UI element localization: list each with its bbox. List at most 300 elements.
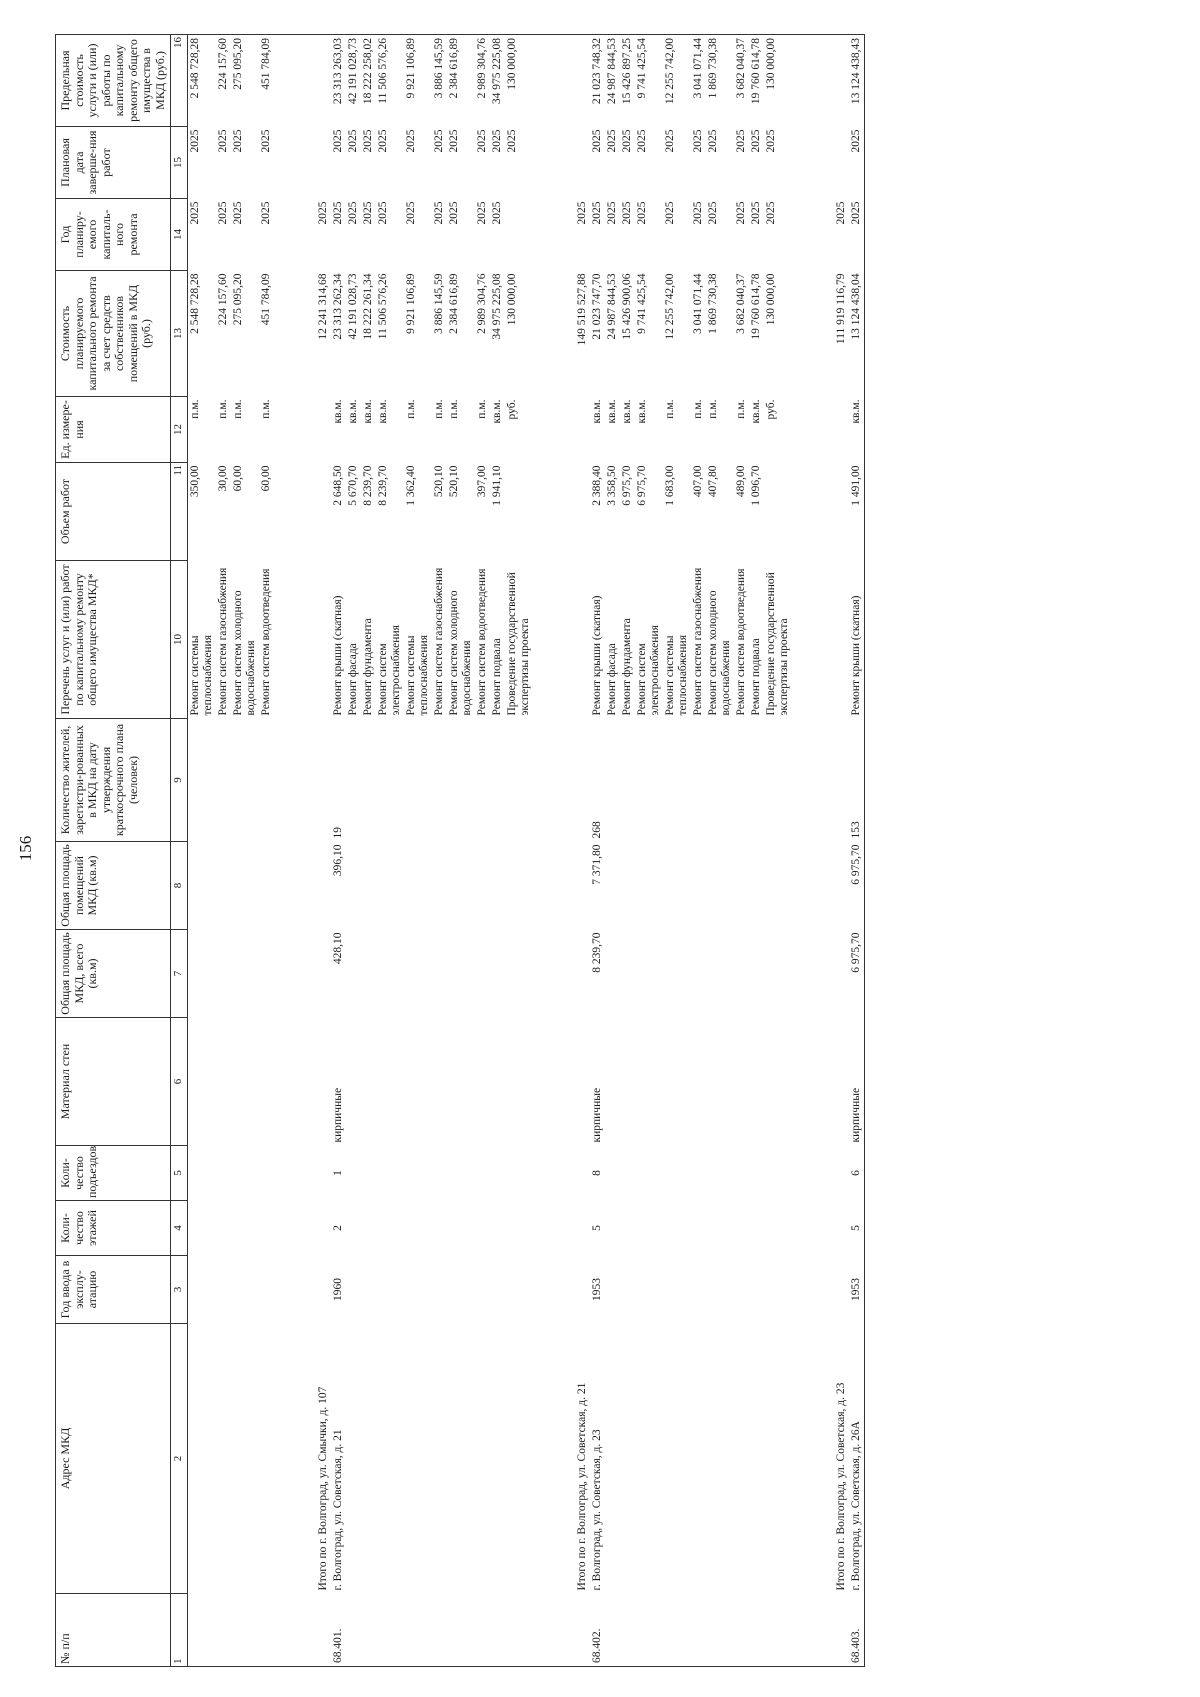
total-row	[834, 35, 849, 1667]
row-number	[404, 1594, 432, 1667]
completion-date-cell: 2025	[231, 129, 244, 153]
total-row	[316, 35, 331, 1667]
col-number: 5	[171, 1146, 188, 1201]
address-cell	[792, 1324, 834, 1594]
work-volume-cell: 6 975,70	[635, 465, 648, 506]
address-cell	[490, 1324, 505, 1594]
wall-material-cell	[834, 1018, 849, 1146]
completion-date-cell	[274, 127, 316, 199]
residents-cell	[792, 719, 834, 842]
unit-cell	[834, 397, 849, 463]
cost-cell: 2 548 728,28	[188, 273, 201, 334]
year-built-cell	[432, 1256, 447, 1324]
address-cell	[749, 1324, 764, 1594]
wall-material-cell	[447, 1018, 475, 1146]
residents-cell	[361, 719, 376, 842]
work-type-cell: Ремонт систем холодного водоснабжения	[231, 590, 257, 716]
wall-material-cell	[764, 1018, 792, 1146]
rooms-area-cell	[505, 842, 533, 930]
address-cell	[259, 1324, 274, 1594]
work-type-cell	[792, 561, 834, 719]
completion-date-cell	[834, 127, 849, 199]
cost-cell: 11 506 576,26	[376, 273, 389, 340]
year-built-cell	[575, 1256, 590, 1324]
work-volume-cell: 407,80	[706, 465, 719, 498]
address-cell: г. Волгоград, ул. Советская, д. 26А	[849, 1324, 865, 1594]
row-number	[447, 1594, 475, 1667]
floors-cell	[605, 1201, 620, 1256]
completion-date-cell	[575, 127, 590, 199]
row-number	[505, 1594, 533, 1667]
repair-year-cell: 2025	[231, 201, 244, 225]
year-built-cell	[231, 1256, 259, 1324]
row-number	[361, 1594, 376, 1667]
limit-cost-cell: 3 682 040,37	[734, 35, 749, 127]
floors-cell	[691, 1201, 706, 1256]
unit-cell: п.м.	[231, 399, 244, 419]
cost-cell: 9 741 425,54	[635, 273, 648, 334]
table-row	[505, 35, 533, 1667]
unit-cell: п.м.	[447, 399, 460, 419]
table-row	[764, 35, 792, 1667]
repair-year-cell	[792, 199, 834, 271]
col-header-12: Ед. измере-ния	[56, 397, 171, 463]
year-built-cell	[605, 1256, 620, 1324]
rooms-area-cell	[749, 842, 764, 930]
wall-material-cell	[475, 1018, 490, 1146]
entrances-cell	[691, 1146, 706, 1201]
repair-year-cell: 2025	[590, 201, 603, 225]
wall-material-cell	[259, 1018, 274, 1146]
table-row	[475, 35, 490, 1667]
cost-cell: 34 975 225,08	[490, 273, 503, 340]
address-cell: Итого по г. Волгоград, ул. Советская, д. 21	[575, 1382, 588, 1591]
limit-cost-cell: 130 000,00	[764, 35, 792, 127]
residents-cell	[764, 719, 792, 842]
year-built-cell: 1960	[331, 1278, 344, 1301]
cost-cell	[274, 271, 316, 397]
col-number: 9	[171, 719, 188, 842]
floors-cell	[663, 1201, 691, 1256]
repair-year-cell: 2025	[575, 201, 588, 225]
spacer-row	[533, 35, 575, 1667]
limit-cost-cell: 451 784,09	[259, 35, 274, 127]
work-volume-cell	[316, 463, 331, 561]
residents-cell	[490, 719, 505, 842]
wall-material-cell	[376, 1018, 404, 1146]
floors-cell	[792, 1201, 834, 1256]
year-built-cell	[706, 1256, 734, 1324]
entrances-cell	[216, 1146, 231, 1201]
unit-cell	[792, 397, 834, 463]
cost-cell: 21 023 747,70	[590, 273, 603, 340]
row-number	[792, 1594, 834, 1667]
wall-material-cell	[231, 1018, 259, 1146]
year-built-cell	[475, 1256, 490, 1324]
floors-cell: 5	[590, 1225, 603, 1231]
entrances-cell	[834, 1146, 849, 1201]
cost-cell: 3 886 145,59	[432, 273, 445, 334]
wall-material-cell: кирпичные	[331, 1087, 344, 1143]
residents-cell	[533, 719, 575, 842]
repair-year-cell: 2025	[216, 201, 229, 225]
repair-year-cell: 2025	[432, 201, 445, 225]
row-number	[231, 1594, 259, 1667]
floors-cell	[231, 1201, 259, 1256]
row-number	[490, 1594, 505, 1667]
year-built-cell	[635, 1256, 663, 1324]
unit-cell: кв.м.	[605, 399, 618, 424]
col-number: 14	[171, 199, 188, 271]
cost-cell: 3 041 071,44	[691, 273, 704, 334]
work-volume-cell: 1 096,70	[749, 465, 762, 506]
repair-year-cell: 2025	[635, 201, 648, 225]
work-type-cell: Ремонт систем холодного водоснабжения	[447, 590, 473, 716]
work-type-cell	[316, 561, 331, 719]
col-number: 12	[171, 397, 188, 463]
floors-cell	[376, 1201, 404, 1256]
work-volume-cell: 60,00	[259, 465, 272, 492]
completion-date-cell: 2025	[376, 129, 389, 153]
unit-cell: п.м.	[663, 399, 676, 419]
total-area-cell	[663, 930, 691, 1018]
row-number	[216, 1594, 231, 1667]
col-number: 10	[171, 561, 188, 719]
work-type-cell	[533, 561, 575, 719]
col-number: 8	[171, 842, 188, 930]
wall-material-cell	[605, 1018, 620, 1146]
repair-year-cell: 2025	[259, 201, 272, 225]
entrances-cell	[663, 1146, 691, 1201]
total-area-cell	[575, 930, 590, 1018]
floors-cell	[259, 1201, 274, 1256]
cost-cell: 149 519 527,88	[575, 273, 588, 346]
col-header-15: Плановая дата заверше-ния работ	[56, 127, 171, 199]
year-built-cell	[346, 1256, 361, 1324]
rooms-area-cell	[620, 842, 635, 930]
address-cell	[706, 1324, 734, 1594]
table-row	[447, 35, 475, 1667]
completion-date-cell: 2025	[734, 129, 747, 153]
rooms-area-cell	[447, 842, 475, 930]
cost-cell: 42 191 028,73	[346, 273, 359, 340]
rooms-area-cell	[259, 842, 274, 930]
work-type-cell	[575, 561, 590, 719]
limit-cost-cell: 9 741 425,54	[635, 35, 663, 127]
cost-cell: 15 426 900,06	[620, 273, 633, 340]
total-area-cell	[346, 930, 361, 1018]
work-volume-cell: 30,00	[216, 465, 229, 492]
table-row	[361, 35, 376, 1667]
work-volume-cell: 350,00	[188, 465, 201, 498]
limit-cost-cell: 275 095,20	[231, 35, 259, 127]
residents-cell	[834, 719, 849, 842]
work-volume-cell: 8 239,70	[361, 465, 374, 506]
spacer-row	[274, 35, 316, 1667]
wall-material-cell	[691, 1018, 706, 1146]
limit-cost-cell: 12 255 742,00	[663, 35, 691, 127]
row-number	[432, 1594, 447, 1667]
repair-year-cell	[274, 199, 316, 271]
year-built-cell	[749, 1256, 764, 1324]
rooms-area-cell	[575, 842, 590, 930]
completion-date-cell	[316, 127, 331, 199]
table-row	[605, 35, 620, 1667]
cost-cell: 24 987 844,53	[605, 273, 618, 340]
total-area-cell	[691, 930, 706, 1018]
address-cell	[475, 1324, 490, 1594]
address-cell	[691, 1324, 706, 1594]
rooms-area-cell	[404, 842, 432, 930]
completion-date-cell: 2025	[346, 129, 359, 153]
total-area-cell: 8 239,70	[590, 932, 603, 973]
table-body	[187, 35, 864, 1667]
work-volume-cell: 1 362,40	[404, 465, 417, 506]
work-volume-cell	[764, 463, 792, 561]
limit-cost-cell: 23 313 263,03	[331, 35, 346, 127]
wall-material-cell: кирпичные	[590, 1087, 603, 1143]
address-cell	[505, 1324, 533, 1594]
limit-cost-cell: 3 041 071,44	[691, 35, 706, 127]
work-type-cell: Ремонт системы теплоснабжения	[663, 635, 689, 716]
entrances-cell	[533, 1146, 575, 1201]
entrances-cell	[505, 1146, 533, 1201]
unit-cell	[533, 397, 575, 463]
cost-cell: 12 241 314,68	[316, 273, 329, 340]
col-header-13: Стоимость планируемого капитального ремонта за счет средств собственников помещений в МКД (руб.)	[56, 271, 171, 397]
work-type-cell: Ремонт систем водоотведения	[734, 568, 747, 716]
col-number: 11	[171, 463, 188, 561]
completion-date-cell: 2025	[706, 129, 719, 153]
address-cell	[663, 1324, 691, 1594]
table-row	[490, 35, 505, 1667]
entrances-cell	[361, 1146, 376, 1201]
floors-cell	[749, 1201, 764, 1256]
col-number: 13	[171, 271, 188, 397]
unit-cell: п.м.	[188, 399, 201, 419]
col-number: 7	[171, 930, 188, 1018]
floors-cell	[734, 1201, 749, 1256]
col-header-11: Объем работ	[56, 463, 171, 561]
rooms-area-cell	[231, 842, 259, 930]
work-volume-cell: 6 975,70	[620, 465, 633, 506]
work-type-cell	[274, 561, 316, 719]
row-number	[663, 1594, 691, 1667]
col-header-6: Материал стен	[56, 1018, 171, 1146]
total-row	[575, 35, 590, 1667]
unit-cell: кв.м.	[361, 399, 374, 424]
unit-cell	[316, 397, 331, 463]
entrances-cell	[259, 1146, 274, 1201]
row-number	[706, 1594, 734, 1667]
total-area-cell	[376, 930, 404, 1018]
residents-cell	[259, 719, 274, 842]
floors-cell	[505, 1201, 533, 1256]
residents-cell	[749, 719, 764, 842]
entrances-cell	[274, 1146, 316, 1201]
rooms-area-cell	[663, 842, 691, 930]
year-built-cell	[620, 1256, 635, 1324]
wall-material-cell	[706, 1018, 734, 1146]
floors-cell	[346, 1201, 361, 1256]
residents-cell	[231, 719, 259, 842]
residents-cell: 153	[849, 719, 865, 842]
cost-cell: 13 124 438,04	[849, 271, 865, 397]
floors-cell	[216, 1201, 231, 1256]
residents-cell	[376, 719, 404, 842]
address-cell	[376, 1324, 404, 1594]
address-cell: г. Волгоград, ул. Советская, д. 21	[331, 1429, 344, 1591]
limit-cost-cell	[533, 35, 575, 127]
year-built-cell	[834, 1256, 849, 1324]
spacer-row	[792, 35, 834, 1667]
row-number	[605, 1594, 620, 1667]
limit-cost-cell: 13 124 438,43	[849, 35, 865, 127]
row-number: 68.402.	[590, 1594, 605, 1667]
floors-cell	[533, 1201, 575, 1256]
repair-plan-table	[55, 34, 865, 1667]
work-volume-cell: 520,10	[432, 465, 445, 498]
limit-cost-cell: 34 975 225,08	[490, 35, 505, 127]
cost-cell	[792, 271, 834, 397]
row-number	[575, 1594, 590, 1667]
rooms-area-cell	[792, 842, 834, 930]
col-header-14: Год планиру-емого капиталь-ного ремонта	[56, 199, 171, 271]
floors-cell	[575, 1201, 590, 1256]
entrances-cell	[346, 1146, 361, 1201]
rooms-area-cell	[834, 842, 849, 930]
work-type-cell: Ремонт систем газоснабжения	[432, 567, 445, 716]
repair-year-cell: 2025	[663, 201, 676, 225]
year-built-cell	[404, 1256, 432, 1324]
rooms-area-cell	[274, 842, 316, 930]
entrances-cell	[734, 1146, 749, 1201]
work-type-cell: Ремонт системы теплоснабжения	[188, 635, 214, 716]
residents-cell	[404, 719, 432, 842]
residents-cell	[505, 719, 533, 842]
limit-cost-cell: 2 989 304,76	[475, 35, 490, 127]
floors-cell	[620, 1201, 635, 1256]
table-row	[432, 35, 447, 1667]
address-cell	[216, 1324, 231, 1594]
completion-date-cell: 2025	[590, 129, 603, 153]
cost-cell: 2 384 616,89	[447, 273, 460, 334]
table-row	[734, 35, 749, 1667]
cost-cell: 111 919 116,79	[834, 273, 847, 345]
work-volume-cell	[834, 463, 849, 561]
residents-cell	[475, 719, 490, 842]
residents-cell	[663, 719, 691, 842]
row-number	[734, 1594, 749, 1667]
entrances-cell	[635, 1146, 663, 1201]
year-built-cell	[764, 1256, 792, 1324]
row-number	[635, 1594, 663, 1667]
year-built-cell	[663, 1256, 691, 1324]
limit-cost-cell: 224 157,60	[216, 35, 231, 127]
year-built-cell	[216, 1256, 231, 1324]
work-type-cell: Ремонт подвала	[490, 638, 503, 716]
work-volume-cell: 1 683,00	[663, 465, 676, 506]
year-built-cell	[259, 1256, 274, 1324]
floors-cell	[764, 1201, 792, 1256]
repair-year-cell: 2025	[691, 201, 704, 225]
work-type-cell: Ремонт систем газоснабжения	[216, 567, 229, 716]
total-area-cell: 6 975,70	[849, 930, 865, 1018]
work-volume-cell	[533, 463, 575, 561]
total-area-cell: 428,10	[331, 932, 344, 965]
row-number	[764, 1594, 792, 1667]
residents-cell	[346, 719, 361, 842]
work-volume-cell: 1 491,00	[849, 463, 865, 561]
completion-date-cell: 2025	[361, 129, 374, 153]
work-volume-cell: 8 239,70	[376, 465, 389, 506]
rooms-area-cell	[734, 842, 749, 930]
work-type-cell: Ремонт фундамента	[620, 618, 633, 716]
address-cell	[274, 1324, 316, 1594]
work-volume-cell: 407,00	[691, 465, 704, 498]
work-type-cell: Ремонт систем водоотведения	[259, 568, 272, 716]
year-built-cell	[533, 1256, 575, 1324]
row-number	[346, 1594, 361, 1667]
total-area-cell	[432, 930, 447, 1018]
wall-material-cell	[432, 1018, 447, 1146]
total-area-cell	[404, 930, 432, 1018]
total-area-cell	[259, 930, 274, 1018]
residents-cell	[274, 719, 316, 842]
unit-cell: п.м.	[216, 399, 229, 419]
entrances-cell	[749, 1146, 764, 1201]
wall-material-cell	[734, 1018, 749, 1146]
row-number	[376, 1594, 404, 1667]
unit-cell: п.м.	[706, 399, 719, 419]
cost-cell: 3 682 040,37	[734, 273, 747, 334]
column-number-row	[171, 35, 188, 1667]
rooms-area-cell	[187, 842, 216, 930]
wall-material-cell	[404, 1018, 432, 1146]
entrances-cell: 8	[590, 1170, 603, 1176]
col-header-3: Год ввода в эксплу-атацию	[56, 1256, 171, 1324]
rooms-area-cell	[490, 842, 505, 930]
rooms-area-cell	[691, 842, 706, 930]
completion-date-cell: 2025	[505, 129, 518, 153]
address-cell: г. Волгоград, ул. Советская, д. 23	[590, 1429, 603, 1591]
limit-cost-cell: 3 886 145,59	[432, 35, 447, 127]
col-header-5: Коли-чество подъездов	[56, 1146, 171, 1201]
unit-cell: кв.м.	[590, 399, 603, 424]
col-number: 2	[171, 1324, 188, 1594]
unit-cell: п.м.	[432, 399, 445, 419]
col-number: 1	[171, 1594, 188, 1667]
col-number: 6	[171, 1018, 188, 1146]
cost-cell: 12 255 742,00	[663, 273, 676, 340]
total-area-cell	[764, 930, 792, 1018]
house-row	[590, 35, 605, 1667]
entrances-cell	[605, 1146, 620, 1201]
limit-cost-cell	[792, 35, 834, 127]
work-volume-cell: 60,00	[231, 465, 244, 492]
work-volume-cell: 3 358,50	[605, 465, 618, 506]
repair-year-cell: 2025	[706, 201, 719, 225]
col-header-9: Количество жителей, зарегистри-рованных в МКД на дату утверждения краткосрочного плана (человек)	[56, 719, 171, 842]
work-type-cell: Ремонт фундамента	[361, 618, 374, 716]
repair-year-cell	[533, 199, 575, 271]
wall-material-cell	[216, 1018, 231, 1146]
col-header-16: Предельная стоимость услуги и (или) работы по капитальному ремонту общего имущества в МКД (руб.)	[56, 35, 171, 127]
residents-cell: 268	[590, 821, 603, 839]
wall-material-cell	[635, 1018, 663, 1146]
unit-cell: п.м.	[259, 399, 272, 419]
wall-material-cell	[346, 1018, 361, 1146]
